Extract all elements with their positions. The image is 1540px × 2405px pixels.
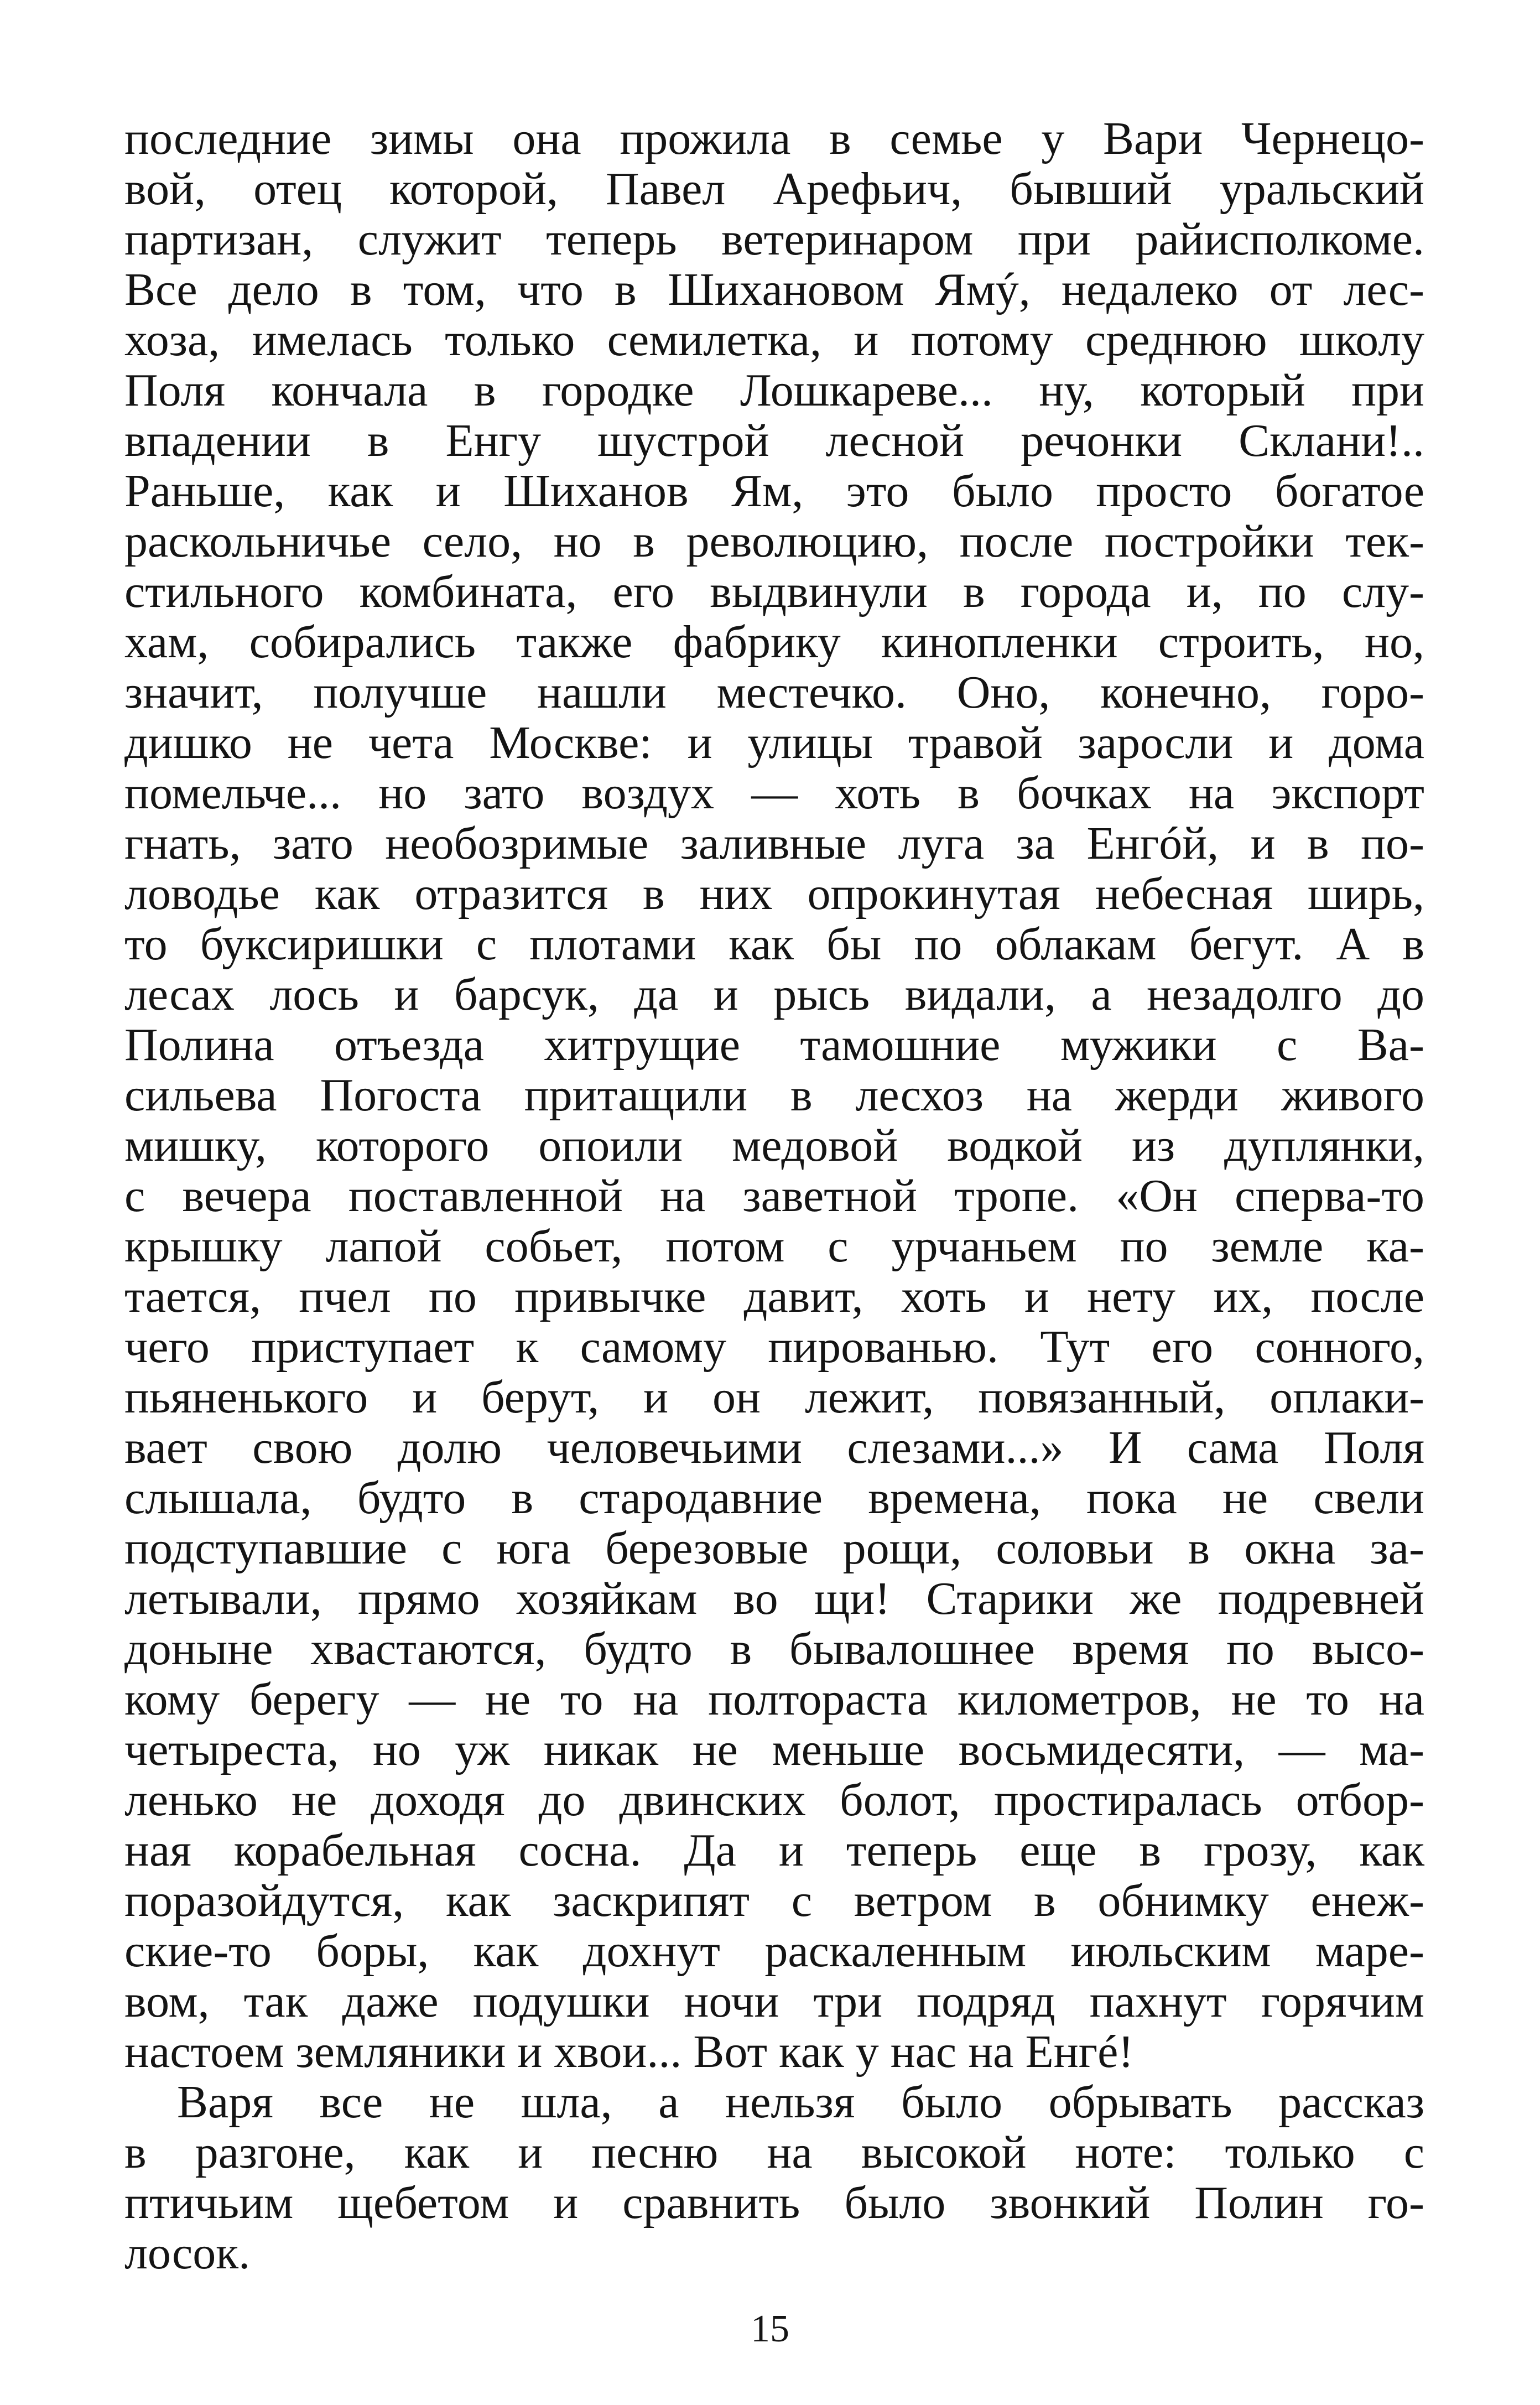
text-line: ная корабельная сосна. Да и теперь еще в грозу, как bbox=[124, 1825, 1424, 1876]
text-line: последние зимы она прожила в семье у Вари Чернецо- bbox=[124, 113, 1424, 164]
text-line: вом, так даже подушки ночи три подряд пахнут горячим bbox=[124, 1976, 1424, 2027]
text-line: кому берегу — не то на полтораста километров, не то на bbox=[124, 1674, 1424, 1725]
text-line: настоем земляники и хвои... Вот как у нас на Енгé! bbox=[124, 2026, 1134, 2077]
text-line: Все дело в том, что в Шихановом Ямý, недалеко от лес- bbox=[124, 264, 1424, 315]
text-line: в разгоне, как и песню на высокой ноте: только с bbox=[124, 2127, 1424, 2178]
text-line: с вечера поставленной на заветной тропе. «Он сперва-то bbox=[124, 1170, 1424, 1222]
text-line: впадении в Енгу шустрой лесной речонки Склани!.. bbox=[124, 415, 1424, 466]
text-line: сильева Погоста притащили в лесхоз на жерди живого bbox=[124, 1069, 1424, 1121]
text-line: ские-то боры, как дохнут раскаленным июльским маре- bbox=[124, 1925, 1424, 1977]
text-line: вой, отец которой, Павел Арефьич, бывший уральский bbox=[124, 163, 1424, 215]
text-line: дишко не чета Москве: и улицы травой заросли и дома bbox=[124, 717, 1424, 768]
text-line: партизан, служит теперь ветеринаром при райисполкоме. bbox=[124, 214, 1424, 265]
text-line: четыреста, но уж никак не меньше восьмидесяти, — ма- bbox=[124, 1724, 1424, 1775]
text-line: лесах лось и барсук, да и рысь видали, а незадолго до bbox=[124, 969, 1424, 1020]
text-line: Раньше, как и Шиханов Ям, это было просто богатое bbox=[124, 465, 1424, 517]
text-line: значит, получше нашли местечко. Оно, конечно, горо- bbox=[124, 667, 1424, 718]
text-line: слышала, будто в стародавние времена, пока не свели bbox=[124, 1472, 1424, 1524]
text-line: стильного комбината, его выдвинули в города и, по слу- bbox=[124, 566, 1424, 617]
text-line: чего приступает к самому пированью. Тут его сонного, bbox=[124, 1321, 1424, 1373]
text-line: раскольничье село, но в революцию, после постройки тек- bbox=[124, 516, 1424, 567]
text-line: птичьим щебетом и сравнить было звонкий Полин го- bbox=[124, 2177, 1424, 2229]
text-line: гнать, зато необозримые заливные луга за Енгóй, и в по- bbox=[124, 818, 1424, 869]
text-line: ленько не доходя до двинских болот, простиралась отбор- bbox=[124, 1774, 1424, 1826]
text-line: хам, собирались также фабрику кинопленки строить, но, bbox=[124, 616, 1424, 668]
text-line: то буксиришки с плотами как бы по облакам бегут. А в bbox=[124, 918, 1424, 970]
text-line: лосок. bbox=[124, 2227, 251, 2279]
text-line: вает свою долю человечьими слезами...» И сама Поля bbox=[124, 1422, 1424, 1473]
body-text bbox=[124, 113, 1424, 2278]
text-line: Поля кончала в городке Лошкареве... ну, который при bbox=[124, 365, 1424, 416]
text-line: доныне хвастаются, будто в бывалошнее время по высо- bbox=[124, 1623, 1424, 1675]
text-line: помельче... но зато воздух — хоть в бочках на экспорт bbox=[124, 767, 1424, 819]
text-line: подступавшие с юга березовые рощи, соловьи в окна за- bbox=[124, 1523, 1424, 1574]
text-line: ловодье как отразится в них опрокинутая небесная ширь, bbox=[124, 868, 1424, 920]
text-line: пьяненького и берут, и он лежит, повязанный, оплаки- bbox=[124, 1372, 1424, 1423]
text-line: Полина отъезда хитрущие тамошние мужики с Ва- bbox=[124, 1019, 1424, 1071]
text-line: летывали, прямо хозяйкам во щи! Старики же подревней bbox=[124, 1573, 1424, 1624]
text-line: тается, пчел по привычке давит, хоть и нету их, после bbox=[124, 1271, 1424, 1322]
text-line: поразойдутся, как заскрипят с ветром в обнимку енеж- bbox=[124, 1875, 1424, 1926]
text-line: Варя все не шла, а нельзя было обрывать рассказ bbox=[177, 2076, 1424, 2128]
page-number: 15 bbox=[751, 2308, 789, 2350]
text-line: мишку, которого опоили медовой водкой из дуплянки, bbox=[124, 1120, 1424, 1171]
text-line: крышку лапой собьет, потом с урчаньем по земле ка- bbox=[124, 1220, 1424, 1272]
text-line: хоза, имелась только семилетка, и потому среднюю школу bbox=[124, 314, 1424, 366]
